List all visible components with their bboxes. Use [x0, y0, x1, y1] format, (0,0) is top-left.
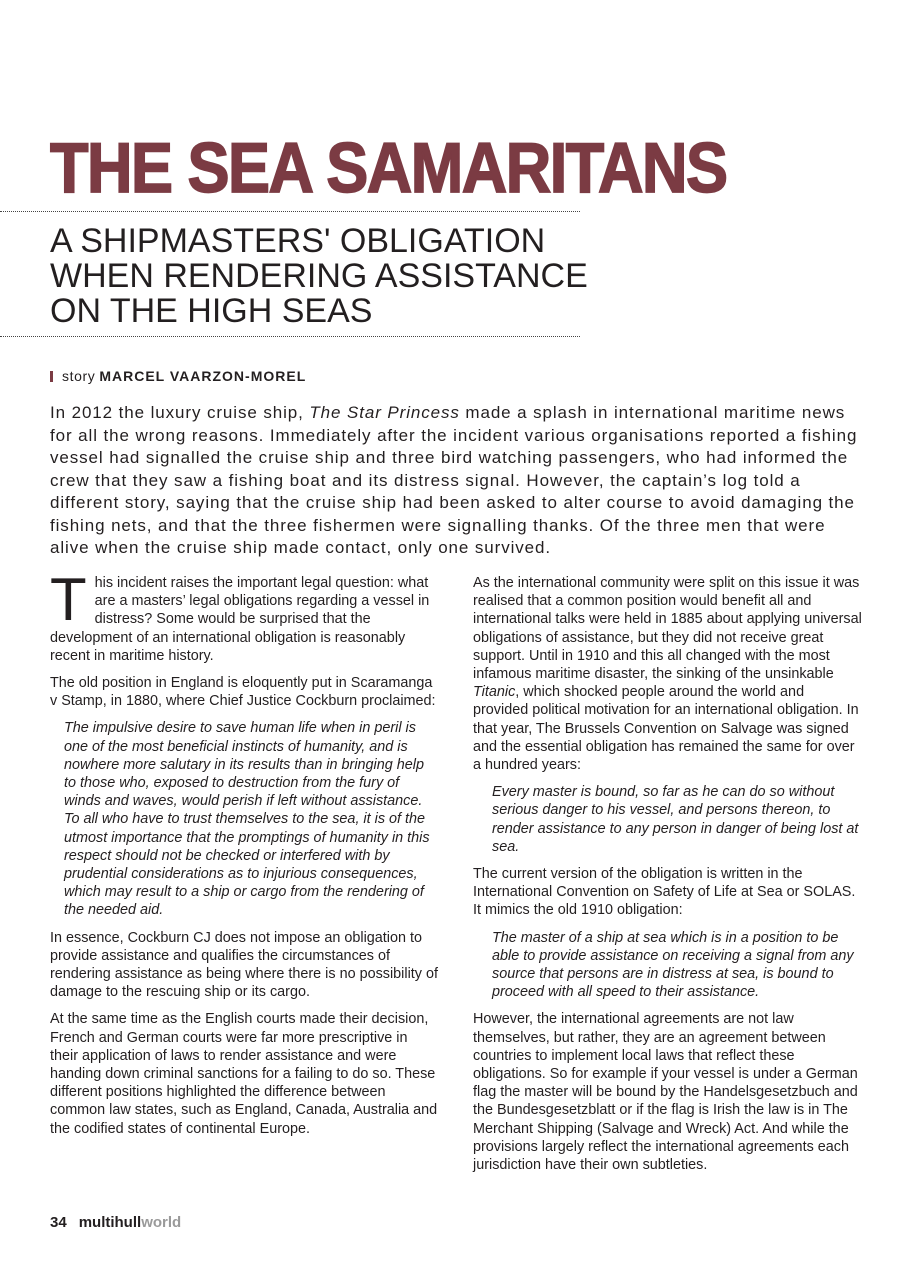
body-paragraph-5-text-b: , which shocked people around the world and provided political motivation for an international obligation. In that year, The Brussels Convention on Salvage was signed and the essential obligation has remained the same for over a hundred years: [473, 684, 859, 774]
page-number: 34 [50, 1214, 67, 1231]
divider-top [0, 211, 580, 212]
byline-author: MARCEL VAARZON-MOREL [99, 368, 307, 384]
intro-text-2: made a splash in international maritime news for all the wrong reasons. Immediately after the incident various organisations reported a fishing vessel had signalled the cruise ship and three bird watching passengers, who had informed the crew that they saw a fishing boat and its distress signal. However, the captain’s log told a different story, saying that the cruise ship had been asked to alter course to avoid damaging the fishing nets, and that the three fishermen were signalling thanks. Of the three men that were alive when the cruise ship made contact, only one survived. [50, 403, 858, 557]
quote-cockburn: The impulsive desire to save human life when in peril is one of the most beneficial instincts of humanity, and is nowhere more salutary in its results than in bringing help to those who, exposed to destruction from the fury of winds and waves, would perish if left without assistance. To all who have to trust themselves to the sea, it is of the utmost importance that the promptings of humanity in this respect should not be checked or interfered with by prudential considerations as to injurious consequences, which may result to a ship or cargo from the rendering of the needed aid. [64, 720, 430, 919]
byline [50, 368, 306, 384]
body-paragraph-5-text-a: As the international community were split on this issue it was realised that a common position would benefit all and international talks were held in 1885 about applying universal obligations of assistance, but they did not receive great support. Until in 1910 and this all changed with the most infamous maritime disaster, the sinking of the unsinkable [473, 575, 862, 683]
intro-paragraph [50, 402, 860, 560]
body-paragraph-7: However, the international agreements are not law themselves, but rather, they are an agreement between countries to implement local laws that reflect these obligations. So for example if your vessel is under a German flag the master will be bound by the Handelsgesetzbuch and the Bundesgesetzblatt or if the flag is Irish the law is in The Merchant Shipping (Salvage and Wreck) Act. And while the provisions largely reflect the international agreements each jurisdiction have their own subtleties. [473, 1011, 858, 1174]
titanic-name: Titanic [473, 684, 516, 701]
quote-brussels-convention: Every master is bound, so far as he can do so without serious danger to his vessel, and persons thereon, to render assistance to any person in danger of being lost at sea. [492, 784, 859, 855]
left-column [50, 566, 438, 1147]
brand-name-part2: world [141, 1214, 182, 1231]
body-paragraph-1 [50, 566, 438, 665]
intro-text-1: In 2012 the luxury cruise ship, [50, 403, 310, 422]
body-paragraph-6: The current version of the obligation is written in the International Convention on Safety of Life at Sea or SOLAS. It mimics the old 1910 obligation: [473, 866, 856, 919]
divider-bottom [0, 336, 580, 337]
byline-label: story [62, 368, 96, 384]
quote-solas: The master of a ship at sea which is in a position to be able to provide assistance on receiving a signal from any source that persons are in distress at sea, is bound to proceed with all speed to their assistance. [492, 929, 854, 1001]
intro-ship-name: The Star Princess [309, 403, 460, 422]
subheadline: A SHIPMASTERS' OBLIGATION WHEN RENDERING ASSISTANCE ON THE HIGH SEAS [50, 222, 588, 330]
drop-cap: T [50, 566, 87, 633]
body-paragraph-4: At the same time as the English courts made their decision, French and German courts were far more prescriptive in their application of laws to render assistance and were handing down criminal sanctions for a failing to do so. These different positions highlighted the difference between common law states, such as England, Canada, Australia and the codified states of continental Europe. [50, 1011, 438, 1137]
byline-bar-icon [50, 371, 53, 382]
body-paragraph-3: In essence, Cockburn CJ does not impose an obligation to provide assistance and qualifies the circumstances of rendering assistance as being where there is no possibility of damage to the rescuing ship or its cargo. [50, 929, 438, 1001]
body-paragraph-5 [473, 574, 863, 774]
body-paragraph-2: The old position in England is eloquently put in Scaramanga v Stamp, in 1880, where Chief Justice Cockburn proclaimed: [50, 675, 436, 710]
body-paragraph-1-text: his incident raises the important legal question: what are a masters’ legal obligations regarding a vessel in distress? Some would be surprised that the development of an international obligation is reasonably recent in maritime history. [50, 575, 430, 664]
page-footer [50, 1214, 181, 1231]
headline: THE SEA SAMARITANS [50, 129, 727, 208]
brand-name-part1: multihull [78, 1214, 142, 1231]
right-column [473, 574, 863, 1183]
